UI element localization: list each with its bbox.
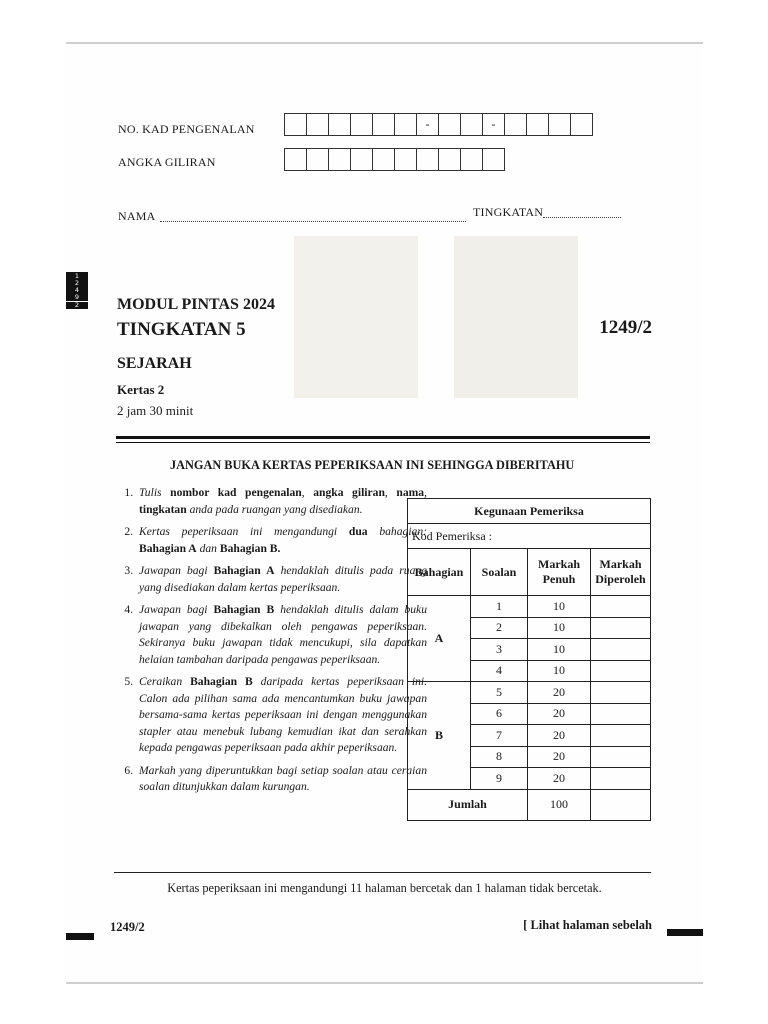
ic-digit-box[interactable]: - bbox=[482, 113, 505, 136]
obtained-marks-cell[interactable] bbox=[591, 639, 651, 661]
obtained-marks-cell[interactable] bbox=[591, 703, 651, 725]
ic-digit-box[interactable] bbox=[438, 113, 461, 136]
ic-number-boxes[interactable] bbox=[285, 113, 593, 136]
ic-digit-box[interactable] bbox=[350, 113, 373, 136]
question-cell: 7 bbox=[471, 725, 528, 747]
faded-portrait-right bbox=[454, 236, 578, 398]
next-page-note: [ Lihat halaman sebelah bbox=[523, 918, 652, 932]
col-header-section: Bahagian bbox=[408, 549, 471, 596]
full-marks-cell: 20 bbox=[528, 746, 591, 768]
side-code-char: 4 bbox=[74, 286, 80, 294]
paper-label: Kertas 2 bbox=[117, 382, 165, 397]
instruction-item: 1. Tulis nombor kad pengenalan, angka giliran, nama, tingkatan anda pada ruangan yang disediakan. bbox=[136, 485, 427, 518]
question-cell: 3 bbox=[471, 639, 528, 661]
warning-heading: JANGAN BUKA KERTAS PEPERIKSAAN INI SEHINGGA DIBERITAHU bbox=[170, 458, 575, 472]
full-marks-cell: 10 bbox=[528, 660, 591, 682]
form-field[interactable] bbox=[543, 217, 621, 218]
page-count-note: Kertas peperiksaan ini mengandungi 11 halaman bercetak dan 1 halaman tidak bercetak. bbox=[167, 881, 602, 895]
paper-code: 1249/2 bbox=[599, 317, 652, 338]
question-cell: 5 bbox=[471, 682, 528, 704]
ic-digit-box[interactable] bbox=[284, 113, 307, 136]
instruction-item: 6. Markah yang diperuntukkan bagi setiap soalan atau ceraian soalan ditunjukkan dalam kurungan. bbox=[136, 763, 427, 796]
name-label: NAMA bbox=[118, 209, 156, 223]
full-marks-cell: 10 bbox=[528, 639, 591, 661]
instruction-item: 2. Kertas peperiksaan ini mengandungi dua bahagian: Bahagian A dan Bahagian B. bbox=[136, 524, 427, 557]
table-row bbox=[408, 596, 651, 618]
full-marks-cell: 20 bbox=[528, 682, 591, 704]
table-title: Kegunaan Pemeriksa bbox=[408, 499, 651, 524]
examiner-code-cell[interactable]: Kod Pemeriksa : bbox=[408, 524, 651, 549]
ic-digit-box[interactable] bbox=[570, 113, 593, 136]
question-cell: 9 bbox=[471, 768, 528, 790]
index-digit-box[interactable] bbox=[328, 148, 351, 171]
name-field[interactable] bbox=[160, 221, 466, 222]
ic-digit-box[interactable] bbox=[394, 113, 417, 136]
side-code-char: 2 bbox=[74, 279, 80, 287]
duration-label: 2 jam 30 minit bbox=[117, 403, 194, 418]
side-code-char: 1 bbox=[74, 272, 80, 280]
index-digit-box[interactable] bbox=[306, 148, 329, 171]
col-header-question: Soalan bbox=[471, 549, 528, 596]
full-marks-cell: 20 bbox=[528, 725, 591, 747]
instructions-list bbox=[110, 485, 427, 802]
divider-thin bbox=[116, 442, 650, 443]
obtained-marks-cell[interactable] bbox=[591, 660, 651, 682]
index-digit-box[interactable] bbox=[372, 148, 395, 171]
question-cell: 6 bbox=[471, 703, 528, 725]
table-row bbox=[408, 682, 651, 704]
turn-label: ANGKA GILIRAN bbox=[118, 155, 216, 169]
obtained-marks-cell[interactable] bbox=[591, 596, 651, 618]
index-digit-box[interactable] bbox=[350, 148, 373, 171]
faded-portrait-left bbox=[294, 236, 418, 398]
ic-digit-box[interactable] bbox=[548, 113, 571, 136]
footer-divider bbox=[114, 872, 651, 873]
total-label: Jumlah bbox=[408, 789, 528, 820]
ic-digit-box[interactable] bbox=[372, 113, 395, 136]
col-header-obtained: Markah Diperoleh bbox=[591, 549, 651, 596]
index-digit-box[interactable] bbox=[416, 148, 439, 171]
ic-digit-box[interactable] bbox=[526, 113, 549, 136]
ic-label: NO. KAD PENGENALAN bbox=[118, 122, 255, 136]
obtained-marks-cell[interactable] bbox=[591, 682, 651, 704]
question-cell: 4 bbox=[471, 660, 528, 682]
obtained-marks-cell[interactable] bbox=[591, 725, 651, 747]
ic-digit-box[interactable] bbox=[328, 113, 351, 136]
full-marks-cell: 10 bbox=[528, 617, 591, 639]
level-title: TINGKATAN 5 bbox=[117, 319, 246, 340]
index-digit-box[interactable] bbox=[482, 148, 505, 171]
module-title: MODUL PINTAS 2024 bbox=[117, 296, 275, 313]
ic-digit-box[interactable] bbox=[504, 113, 527, 136]
full-marks-cell: 10 bbox=[528, 596, 591, 618]
index-digit-box[interactable] bbox=[438, 148, 461, 171]
section-cell: A bbox=[408, 596, 471, 682]
corner-bar-left bbox=[66, 933, 94, 940]
index-digit-box[interactable] bbox=[460, 148, 483, 171]
question-cell: 2 bbox=[471, 617, 528, 639]
corner-bar-right bbox=[667, 929, 703, 936]
exam-cover-page bbox=[66, 42, 703, 984]
full-marks-cell: 20 bbox=[528, 703, 591, 725]
side-code-char: 2 bbox=[66, 301, 88, 309]
instruction-item: 5. Ceraikan Bahagian B daripada kertas peperiksaan ini. Calon ada pilihan sama ada mencantumkan buku jawapan bersama-sama kertas peperiksaan ini dengan menggunakan stapler atau menebuk lubang kemudian ikat dan serahkan kepada pengawas peperiksaan pada akhir peperiksaan. bbox=[136, 674, 427, 757]
index-digit-box[interactable] bbox=[394, 148, 417, 171]
instruction-item: 4. Jawapan bagi Bahagian B hendaklah ditulis dalam buku jawapan yang dibekalkan oleh pengawas peperiksaan. Sekiranya buku jawapan tidak mencukupi, sila dapatkan helaian tambahan daripada pengawas peperiksaan. bbox=[136, 602, 427, 668]
examiner-table bbox=[407, 498, 651, 821]
question-cell: 1 bbox=[471, 596, 528, 618]
ic-digit-box[interactable]: - bbox=[416, 113, 439, 136]
subject-title: SEJARAH bbox=[117, 355, 192, 372]
obtained-marks-cell[interactable] bbox=[591, 746, 651, 768]
full-marks-cell: 20 bbox=[528, 768, 591, 790]
obtained-marks-cell[interactable] bbox=[591, 617, 651, 639]
total-obtained-cell[interactable] bbox=[591, 789, 651, 820]
instruction-item: 3. Jawapan bagi Bahagian A hendaklah ditulis pada ruang yang disediakan dalam kertas peperiksaan. bbox=[136, 563, 427, 596]
index-number-boxes[interactable] bbox=[285, 148, 505, 171]
section-cell: B bbox=[408, 682, 471, 790]
obtained-marks-cell[interactable] bbox=[591, 768, 651, 790]
footer-paper-code: 1249/2 bbox=[110, 920, 145, 934]
index-digit-box[interactable] bbox=[284, 148, 307, 171]
ic-digit-box[interactable] bbox=[306, 113, 329, 136]
divider-thick bbox=[116, 436, 650, 439]
col-header-full-marks: Markah Penuh bbox=[528, 549, 591, 596]
form-label: TINGKATAN bbox=[473, 205, 544, 219]
side-code-char: 9 bbox=[74, 293, 80, 301]
side-code-bar bbox=[66, 272, 88, 309]
ic-digit-box[interactable] bbox=[460, 113, 483, 136]
total-value: 100 bbox=[528, 789, 591, 820]
question-cell: 8 bbox=[471, 746, 528, 768]
